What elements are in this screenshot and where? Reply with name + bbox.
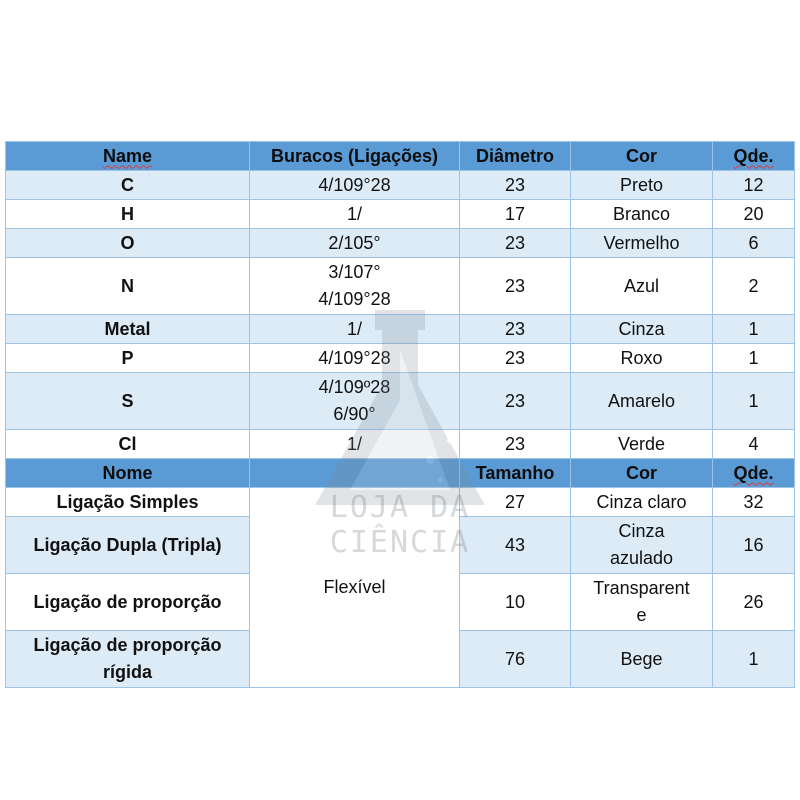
atom-diameter: 23 — [460, 430, 571, 459]
header-bond-color: Cor — [571, 459, 713, 488]
holes-line: 6/90° — [333, 404, 376, 424]
atom-color: Azul — [571, 258, 713, 315]
bond-name: Ligação de proporção — [6, 574, 250, 631]
atom-color: Roxo — [571, 344, 713, 373]
table-row — [6, 430, 795, 459]
atom-name: Cl — [6, 430, 250, 459]
header-size: Tamanho — [460, 459, 571, 488]
table-row — [6, 200, 795, 229]
atom-qty: 12 — [713, 171, 795, 200]
atom-qty: 2 — [713, 258, 795, 315]
bond-qty: 32 — [713, 488, 795, 517]
color-line: e — [636, 605, 647, 625]
atom-holes: 1/ — [250, 200, 460, 229]
atom-name: P — [6, 344, 250, 373]
bond-size: 43 — [460, 517, 571, 574]
atom-color: Branco — [571, 200, 713, 229]
table-row — [6, 344, 795, 373]
atom-name: S — [6, 373, 250, 430]
atom-diameter: 23 — [460, 315, 571, 344]
atom-holes: 4/109°28 — [250, 171, 460, 200]
atom-holes: 4/109°28 — [250, 344, 460, 373]
header-row-atoms — [6, 142, 795, 171]
header-diameter: Diâmetro — [460, 142, 571, 171]
atom-qty: 1 — [713, 344, 795, 373]
header-qty: Qde. — [713, 142, 795, 171]
atom-color: Verde — [571, 430, 713, 459]
table-row — [6, 229, 795, 258]
table-row — [6, 315, 795, 344]
bond-color: Bege — [571, 631, 713, 688]
header-bond-empty — [250, 459, 460, 488]
bond-qty: 16 — [713, 517, 795, 574]
bond-name: Ligação Dupla (Tripla) — [6, 517, 250, 574]
header-holes: Buracos (Ligações) — [250, 142, 460, 171]
bond-type-merged: Flexível — [250, 488, 460, 688]
atom-diameter: 23 — [460, 344, 571, 373]
holes-line: 4/109°28 — [318, 289, 391, 309]
atom-qty: 1 — [713, 373, 795, 430]
atom-name: O — [6, 229, 250, 258]
atom-color: Preto — [571, 171, 713, 200]
atom-holes — [250, 258, 460, 315]
atom-diameter: 23 — [460, 229, 571, 258]
header-color: Cor — [571, 142, 713, 171]
atom-name: Metal — [6, 315, 250, 344]
color-line: Cinza — [618, 521, 665, 541]
header-name: Name — [6, 142, 250, 171]
watermark-text: LOJA DA CIÊNCIA — [329, 490, 471, 560]
name-line: rígida — [102, 662, 152, 682]
atom-holes: 1/ — [250, 315, 460, 344]
color-line: Transparent — [593, 578, 690, 598]
table-row — [6, 488, 795, 517]
atom-qty: 1 — [713, 315, 795, 344]
atom-diameter: 17 — [460, 200, 571, 229]
atom-qty: 20 — [713, 200, 795, 229]
atom-holes: 1/ — [250, 430, 460, 459]
atom-name: N — [6, 258, 250, 315]
bond-size: 27 — [460, 488, 571, 517]
bond-qty: 1 — [713, 631, 795, 688]
atom-holes: 2/105° — [250, 229, 460, 258]
holes-line: 4/109º28 — [318, 377, 391, 397]
bond-color — [571, 574, 713, 631]
atom-qty: 6 — [713, 229, 795, 258]
table-row — [6, 171, 795, 200]
header-row-bonds — [6, 459, 795, 488]
atom-diameter: 23 — [460, 171, 571, 200]
color-line: azulado — [609, 548, 674, 568]
table-row — [6, 258, 795, 315]
atom-name: C — [6, 171, 250, 200]
bond-color — [571, 517, 713, 574]
molecular-kit-table — [5, 141, 795, 688]
atom-qty: 4 — [713, 430, 795, 459]
bond-color: Cinza claro — [571, 488, 713, 517]
bond-qty: 26 — [713, 574, 795, 631]
header-bond-name: Nome — [6, 459, 250, 488]
name-line: Ligação de proporção — [33, 635, 222, 655]
holes-line: 3/107° — [328, 262, 381, 282]
atom-color: Amarelo — [571, 373, 713, 430]
content-area — [5, 141, 794, 688]
atom-holes — [250, 373, 460, 430]
bond-name — [6, 631, 250, 688]
atom-name: H — [6, 200, 250, 229]
table-row — [6, 373, 795, 430]
atom-diameter: 23 — [460, 373, 571, 430]
atom-color: Cinza — [571, 315, 713, 344]
bond-size: 76 — [460, 631, 571, 688]
bond-size: 10 — [460, 574, 571, 631]
header-bond-qty: Qde. — [713, 459, 795, 488]
atom-color: Vermelho — [571, 229, 713, 258]
atom-diameter: 23 — [460, 258, 571, 315]
bond-name: Ligação Simples — [6, 488, 250, 517]
